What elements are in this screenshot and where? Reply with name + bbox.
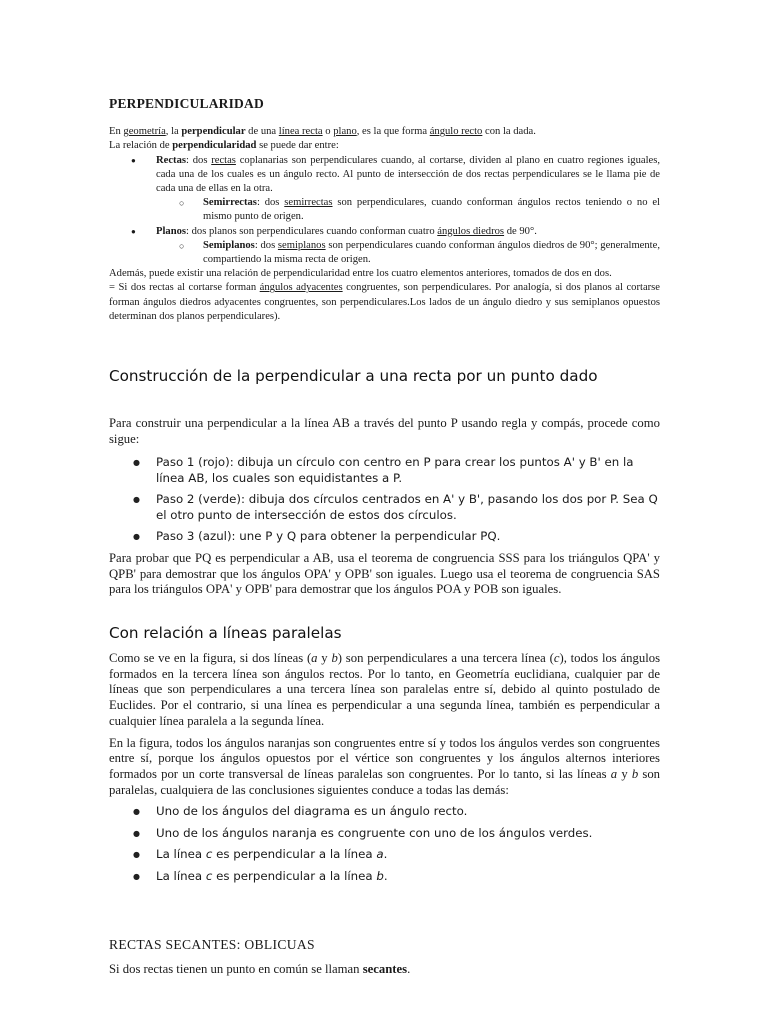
list-item: ● Paso 2 (verde): dibuja dos círculos centrados en A' y B', pasando los dos por P. Sea Q el otro punto de intersección de estos dos círculos.	[109, 492, 660, 523]
text: ) son perpendiculares a una tercera línea (	[337, 651, 554, 665]
text: .	[383, 847, 388, 862]
list-item	[109, 847, 660, 863]
bold-term: perpendicularidad	[172, 140, 257, 152]
secantes-paragraph	[109, 962, 410, 977]
bold-term: secantes	[362, 962, 408, 976]
var-a: a	[610, 766, 618, 781]
conclusions-list	[109, 804, 660, 884]
list-item-semiplanos	[109, 239, 660, 267]
relation-paragraph	[109, 139, 660, 153]
section-title-paralelas: Con relación a líneas paralelas	[109, 624, 342, 642]
text: y	[317, 651, 332, 665]
section-construccion	[109, 416, 660, 598]
text: .	[407, 962, 411, 976]
section-title-secantes: RECTAS SECANTES: OBLICUAS	[109, 937, 315, 952]
text: es perpendicular a la línea	[212, 868, 377, 883]
construccion-intro: Para construir una perpendicular a la línea AB a través del punto P usando regla y compás, procede como sigue:	[109, 416, 660, 446]
text: , es la que forma	[356, 126, 430, 138]
section-perpendicularidad	[109, 97, 660, 324]
section-title-construccion: Construcción de la perpendicular a una recta por un punto dado	[109, 367, 598, 385]
var-a: a	[376, 847, 384, 862]
text: y	[617, 766, 632, 781]
text: .	[383, 868, 388, 883]
text: : dos planos son perpendiculares cuando conforman cuatro	[186, 225, 438, 237]
section-title: PERPENDICULARIDAD	[109, 96, 264, 111]
bold-term: Semirrectas	[203, 197, 257, 209]
link-rectas[interactable]: rectas	[211, 154, 236, 166]
text: : dos	[186, 154, 212, 166]
text: son paralelas, cualquiera de las conclusiones siguientes conduce a todas las demás:	[109, 766, 661, 797]
list-item: ● Paso 3 (azul): une P y Q para obtener la perpendicular PQ.	[109, 529, 660, 545]
link-angulos-diedros[interactable]: ángulos diedros	[437, 225, 505, 237]
list-item-rectas	[109, 154, 660, 197]
ademas-paragraph: Además, puede existir una relación de perpendicularidad entre los cuatro elementos anteriores, tomados de dos en dos.	[109, 268, 612, 280]
text: ), todos los ángulos formados en la tercera línea son ángulos rectos. Por lo tanto, en Geometría euclidiana, cualquier par de líneas que son perpendiculares a una tercera línea son paralelas entre sí, debido al quinto postulado de Euclides. Por el contrario, si una línea es perpendicular a una segunda línea, también es perpendicular a cualquier línea paralela a la segunda línea.	[109, 651, 661, 728]
var-b: b	[631, 766, 639, 781]
link-semiplanos[interactable]: semiplanos	[277, 239, 326, 251]
text: La línea	[156, 847, 206, 862]
intro-paragraph	[109, 125, 660, 139]
section-paralelas	[109, 651, 660, 884]
bold-term: perpendicular	[181, 126, 246, 138]
link-plano[interactable]: plano	[333, 126, 357, 138]
text: = Si dos rectas al cortarse forman	[109, 282, 260, 294]
text: son perpendiculares, cuando conforman ángulos rectos teniendo o no el mismo punto de origen.	[203, 197, 660, 223]
list-item-planos	[109, 225, 660, 239]
link-geometria[interactable]: geometría	[123, 126, 166, 138]
var-c: c	[205, 847, 213, 862]
proof-paragraph: Para probar que PQ es perpendicular a AB, usa el teorema de congruencia SSS para los triángulos QPA' y QPB' para demostrar que los ángulos OPA' y OPB' son iguales. Luego usa el teorema de congruencia SAS para los triángulos OPA' y OPB' para demostrar que los ángulos POA y POB son iguales.	[109, 550, 660, 597]
var-a: a	[311, 651, 318, 665]
list-item: ● Uno de los ángulos naranja es congruente con uno de los ángulos verdes.	[109, 826, 660, 842]
text: congruentes, son perpendiculares. Por analogía, si dos planos al cortarse forman ángulos diedros adyacentes congruentes, son perpendiculares.Los lados de un ángulo diedro y sus semiplanos opuestos determinan dos planos perpendiculares).	[109, 282, 660, 322]
var-b: b	[331, 651, 338, 665]
text: o	[322, 126, 334, 138]
list-item	[109, 869, 660, 885]
text: La relación de	[109, 140, 173, 152]
bold-term: Rectas	[156, 154, 187, 166]
link-linea-recta[interactable]: línea recta	[278, 126, 323, 138]
link-angulo-recto[interactable]: ángulo recto	[429, 126, 483, 138]
link-semirrectas[interactable]: semirrectas	[284, 197, 333, 209]
text: La línea	[156, 868, 206, 883]
paralelas-paragraph-2	[109, 736, 660, 799]
text: es perpendicular a la línea	[212, 847, 377, 862]
paralelas-paragraph-1	[109, 651, 660, 730]
text: con la dada.	[482, 126, 536, 138]
list-item-semirrectas	[109, 196, 660, 224]
text: de una	[245, 126, 279, 138]
text: , la	[165, 126, 182, 138]
bold-term: Planos	[156, 225, 187, 237]
text: Si dos rectas tienen un punto en común se llaman	[109, 962, 363, 976]
text: : dos	[256, 197, 285, 209]
text: de 90°.	[504, 225, 537, 237]
text: En	[109, 126, 124, 138]
link-angulos-adyacentes[interactable]: ángulos adyacentes	[259, 282, 343, 294]
text: coplanarias son perpendiculares cuando, al cortarse, dividen al plano en cuatro regiones iguales, cada una de los cuales es un ángulo recto. Al punto de intersección de dos rectas perpendiculares se le llama pie de cada una de ellas en la otra.	[156, 154, 660, 195]
var-b: b	[376, 868, 384, 883]
text: se puede dar entre:	[256, 140, 339, 152]
text: En la figura, todos los ángulos naranjas son congruentes entre sí y todos los ángulos verdes son congruentes entre sí, porque los ángulos opuestos por el vértice son congruentes y los ángulos alternos interiores formados por un corte transversal de líneas paralelas son congruentes. Por lo tanto, si las líneas	[109, 735, 660, 781]
adyacentes-paragraph	[109, 281, 660, 324]
relation-list	[109, 154, 660, 268]
steps-list	[109, 455, 660, 545]
list-item: ● Paso 1 (rojo): dibuja un círculo con centro en P para crear los puntos A' y B' en la línea AB, los cuales son equidistantes a P.	[109, 455, 660, 486]
text: son perpendiculares cuando conforman ángulos diedros de 90°; generalmente, compartiendo la misma recta de origen.	[203, 239, 660, 266]
bold-term: Semiplanos	[203, 239, 255, 251]
text: : dos	[254, 239, 278, 251]
list-item: ● Uno de los ángulos del diagrama es un ángulo recto.	[109, 804, 660, 820]
text: Como se ve en la figura, si dos líneas (	[109, 651, 312, 665]
var-c: c	[205, 868, 213, 883]
var-c: c	[553, 651, 560, 665]
